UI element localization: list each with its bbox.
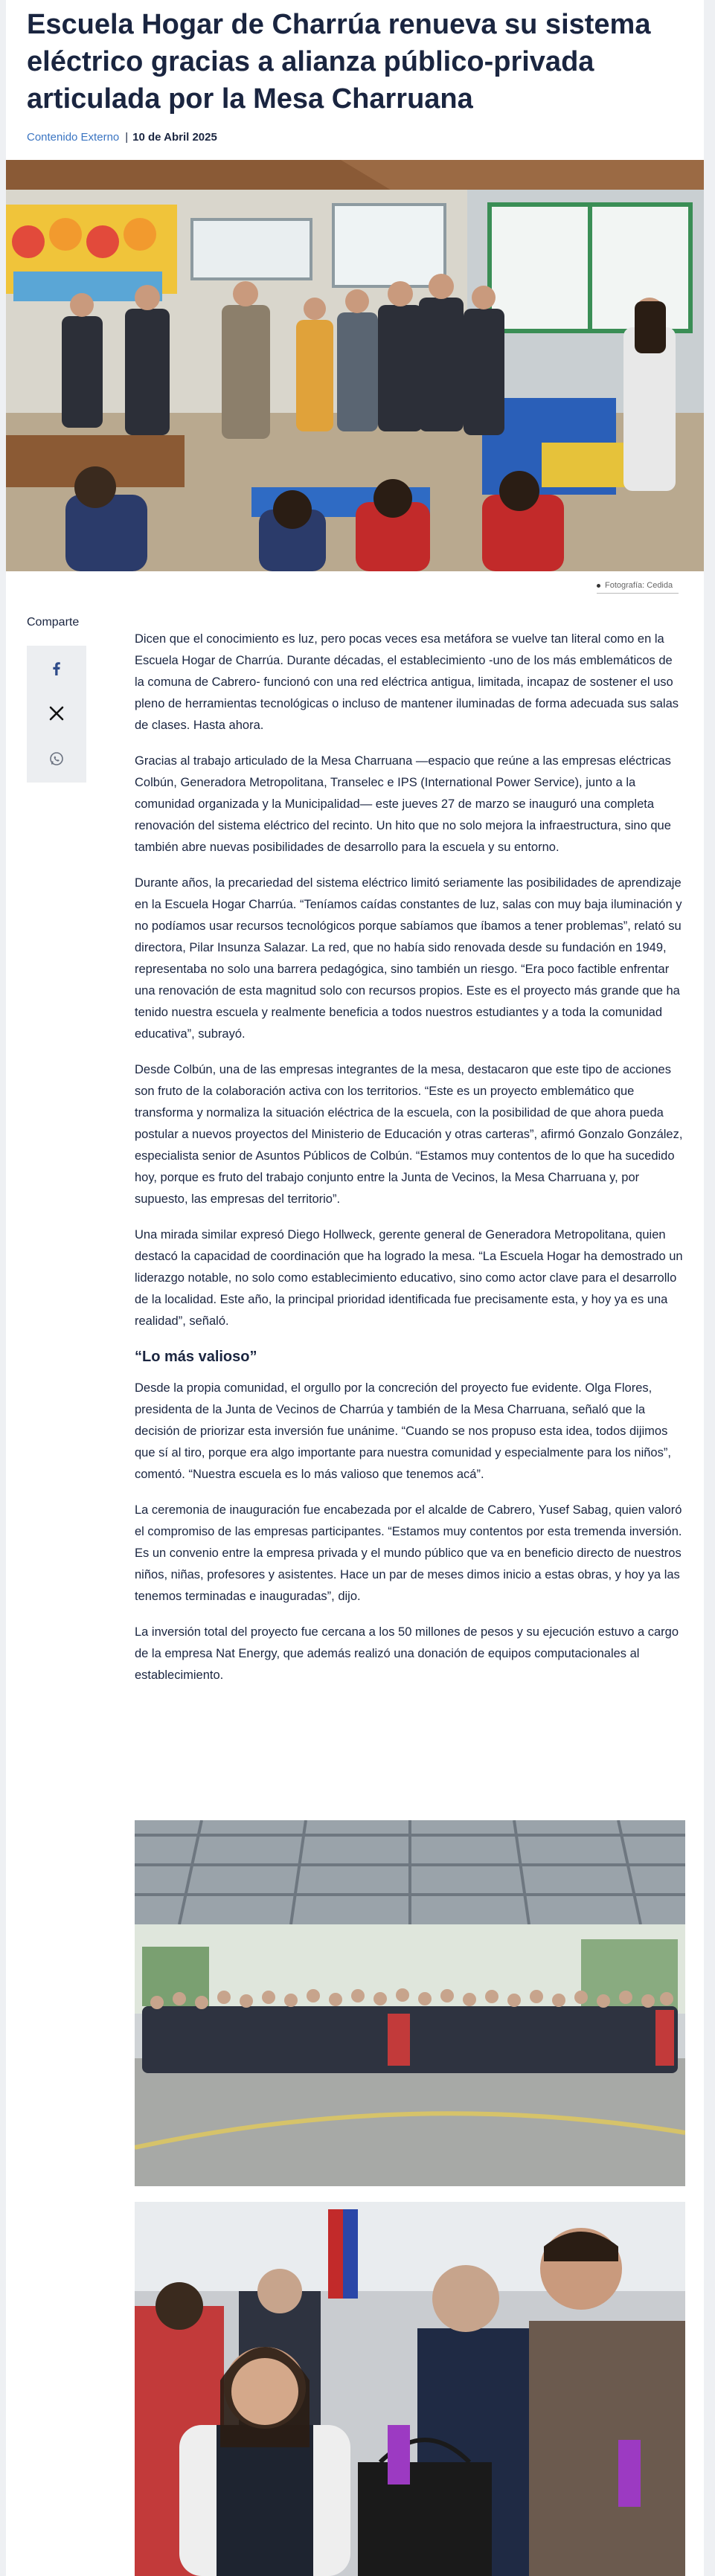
hero-photo xyxy=(6,160,704,571)
x-icon xyxy=(49,706,64,721)
photo-credit xyxy=(597,581,679,594)
share-whatsapp-button[interactable] xyxy=(27,736,86,782)
credit-bullet xyxy=(597,584,600,588)
paragraph: Desde la propia comunidad, el orgullo por la concreción del proyecto fue evidente. Olga Flores, presidenta de la Junta de Vecinos de Charrúa y también de la Mesa Charruana, señaló que la decisión de priorizar esta inversión fue unánime. “Cuando se nos propuso esta idea, todos dijimos que sí al tiro, porque era algo importante para nuestra comunidad y especialmente para los niños”, comentó. “Nuestra escuela es lo más valioso que tenemos acá”. xyxy=(135,1381,671,1481)
share-facebook-button[interactable] xyxy=(27,646,86,691)
publish-date: 10 de Abril 2025 xyxy=(132,131,217,144)
photo-credit-text: Fotografía: Cedida xyxy=(605,581,673,590)
meta-separator: | xyxy=(125,131,129,144)
paragraph: La inversión total del proyecto fue cercana a los 50 millones de pesos y su ejecución estuvo a cargo de la empresa Nat Energy, que además realizó una donación de equipos computacionales al establecimiento. xyxy=(135,1625,679,1682)
group-photo xyxy=(135,1820,685,2186)
article-page xyxy=(6,0,704,2576)
paragraph: Desde Colbún, una de las empresas integrantes de la mesa, destacaron que este tipo de acciones son fruto de la colaboración activa con los territorios. “Este es un proyecto emblemático que transforma y normaliza la situación eléctrica de la escuela, con la posibilidad de que ahora pueda postular a nuevos proyectos del Ministerio de Educación y otras carteras”, afirmó Gonzalo González, especialista senior de Asuntos Públicos de Colbún. “Estamos muy contentos de lo que ha sucedido hoy, porque es fruto del trabajo conjunto entre la Junta de Vecinos, la Mesa Charruana y, por supuesto, las empresas del territorio”. xyxy=(135,1063,683,1206)
article-body xyxy=(135,629,685,1700)
share-x-button[interactable] xyxy=(27,691,86,736)
paragraph: Gracias al trabajo articulado de la Mesa Charruana —espacio que reúne a las empresas eléctricas Colbún, Generadora Metropolitana, Transelec e IPS (International Power Service), junto a la comunidad organizada y la Municipalidad— este jueves 27 de marzo se inauguró una completa renovación del sistema eléctrico del recinto. Un hito que no solo mejora la infraestructura, sino que también abre nuevas posibilidades de desarrollo para la escuela y su entorno. xyxy=(135,754,671,854)
article-subheading: “Lo más valioso” xyxy=(135,1349,257,1365)
paragraph: Durante años, la precariedad del sistema eléctrico limitó seriamente las posibilidades de aprendizaje en la Escuela Hogar Charrúa. “Teníamos caídas constantes de luz, salas con muy baja iluminación y no podíamos usar recursos tecnológicos porque sabíamos que íbamos a tener problemas”, relató su directora, Pilar Insunza Salazar. La red, que no había sido renovada desde su fundación en 1949, representaba no solo una barrera pedagógica, sino también un riesgo. “Era poco factible enfrentar una renovación de esta magnitud solo con recursos propios. Este es el proyecto más grande que ha tenido nuestra escuela y realmente beneficia a todos nuestros estudiantes y a toda la comunidad educativa”, subrayó. xyxy=(135,876,682,1041)
article-title: Escuela Hogar de Charrúa renueva su sistema eléctrico gracias a alianza público-privada articulada por la Mesa Charruana xyxy=(27,9,651,115)
whatsapp-icon xyxy=(49,751,64,766)
article-meta xyxy=(27,130,217,145)
handshake-photo xyxy=(135,2202,685,2576)
share-buttons xyxy=(27,646,86,783)
source-link[interactable]: Contenido Externo xyxy=(27,131,120,144)
share-label: Comparte xyxy=(27,616,80,629)
facebook-icon xyxy=(49,661,64,675)
paragraph: Dicen que el conocimiento es luz, pero pocas veces esa metáfora se vuelve tan literal como en la Escuela Hogar de Charrúa. Durante décadas, el establecimiento -uno de los más emblemáticos de la comuna de Cabrero- funcionó con una red eléctrica antigua, limitada, incapaz de sostener el uso pleno de herramientas tecnológicas o incluso de mantener iluminadas de forma adecuada sus salas de clases. Hasta ahora. xyxy=(135,632,679,732)
paragraph: Una mirada similar expresó Diego Hollweck, gerente general de Generadora Metropolitana, quien destacó la capacidad de coordinación que ha logrado la mesa. “La Escuela Hogar ha demostrado un liderazgo notable, no solo como establecimiento educativo, sino como actor clave para el desarrollo de la localidad. Este año, la principal prioridad identificada fue precisamente esta, y hoy ya es una realidad”, señaló. xyxy=(135,1228,683,1328)
paragraph: La ceremonia de inauguración fue encabezada por el alcalde de Cabrero, Yusef Sabag, quien valoró el compromiso de las empresas participantes. “Estamos muy contentos por esta tremenda inversión. Es un convenio entre la empresa privada y el mundo público que va en beneficio directo de nuestros niños, niñas, profesores y asistentes. Hace un par de meses dimos inicio a estas obras, y hoy ya las tenemos terminadas e inauguradas”, dijo. xyxy=(135,1503,682,1603)
